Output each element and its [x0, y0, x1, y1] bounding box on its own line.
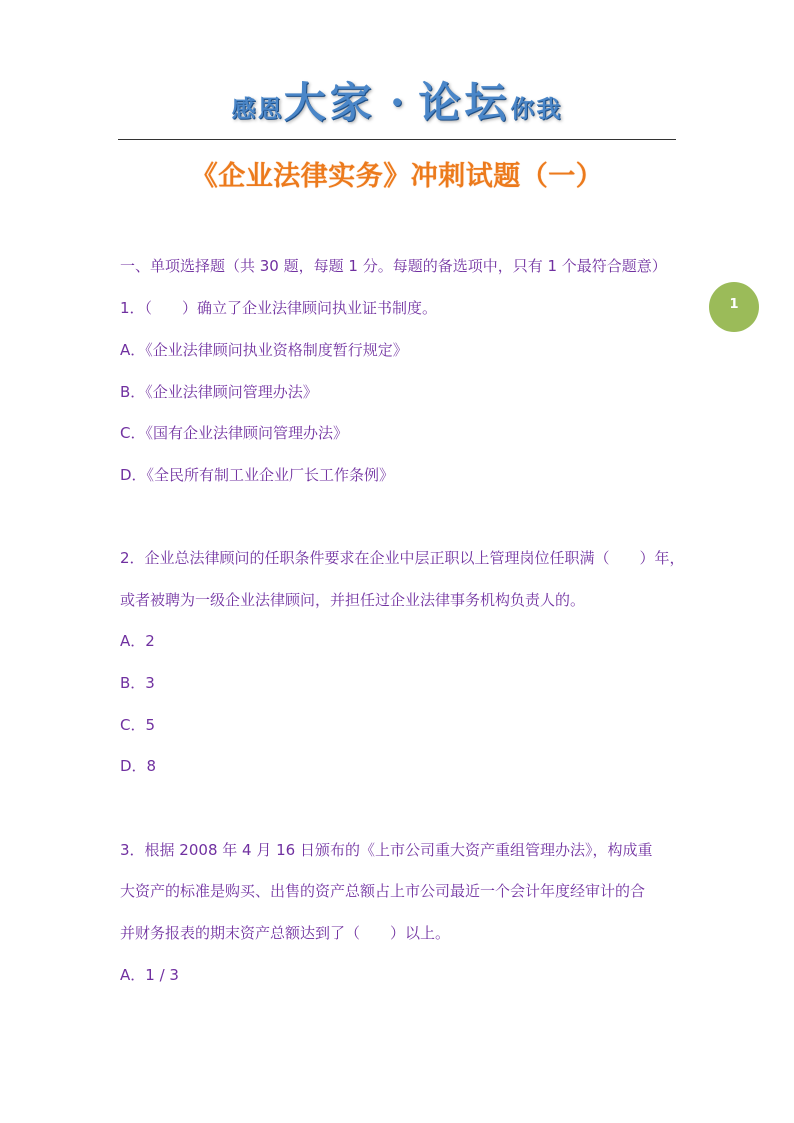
question-1-option-b: B．《企业法律顾问管理办法》 [120, 383, 318, 401]
question-2-stem-line-1: 2．企业总法律顾问的任职条件要求在企业中层正职以上管理岗位任职满（ ）年， [120, 549, 685, 567]
banner-left-text: 感恩 [231, 94, 284, 123]
question-2-option-c: C．5 [120, 716, 156, 734]
question-1-option-a: A．《企业法律顾问执业资格制度暂行规定》 [120, 341, 408, 359]
page-number-badge: 1 [709, 282, 759, 332]
question-1-option-c: C．《国有企业法律顾问管理办法》 [120, 424, 348, 442]
question-2-stem-line-2: 或者被聘为一级企业法律顾问，并担任过企业法律事务机构负责人的。 [120, 591, 586, 609]
question-3-stem-line-2: 大资产的标准是购买、出售的资产总额占上市公司最近一个会计年度经审计的合 [120, 882, 646, 900]
question-2-option-a: A．2 [120, 632, 155, 650]
question-3-stem-line-3: 并财务报表的期末资产总额达到了（ ）以上。 [120, 924, 451, 942]
question-1-stem: 1．（ ）确立了企业法律顾问执业证书制度。 [120, 299, 438, 317]
banner-dot: · [389, 78, 405, 127]
banner-right-text: 你我 [510, 94, 563, 123]
banner-main-text-2: 论坛 [418, 78, 511, 127]
question-3-stem-line-1: 3．根据 2008 年 4 月 16 日颁布的《上市公司重大资产重组管理办法》，构成重 [120, 841, 653, 859]
banner-main-text-1: 大家 [283, 78, 376, 127]
question-1-option-d: D．《全民所有制工业企业厂长工作条例》 [120, 466, 395, 484]
document-title: 《企业法律实务》冲刺试题（一） [190, 161, 604, 192]
section-heading: 一、单项选择题（共 30 题，每题 1 分。每题的备选项中，只有 1 个最符合题意） [120, 257, 667, 275]
forum-banner [0, 70, 794, 127]
question-2-option-d: D．8 [120, 757, 157, 775]
question-2-option-b: B．3 [120, 674, 155, 692]
header-divider [118, 139, 676, 140]
question-3-option-a: A．1 / 3 [120, 966, 179, 984]
